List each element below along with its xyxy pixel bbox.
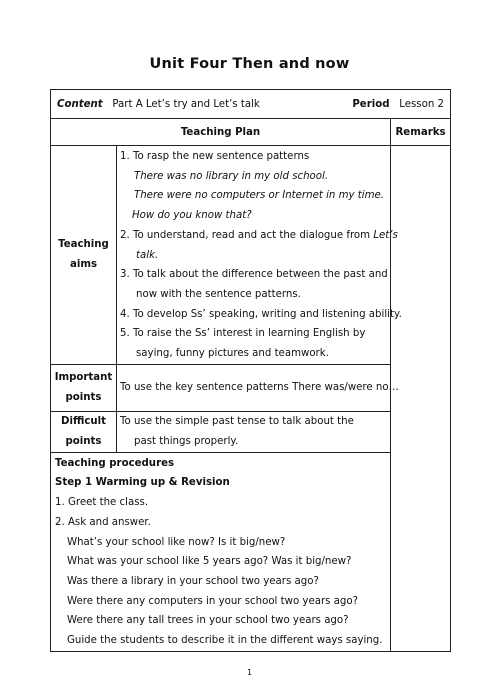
important-points-text: To use the key sentence patterns There was/were no… <box>117 364 391 411</box>
content-row <box>51 90 451 119</box>
difficult-points-line2: past things properly. <box>134 435 239 447</box>
important-points-label-line2: points <box>65 391 102 403</box>
procedure-item: What’s your school like now? Is it big/new? <box>67 536 286 548</box>
aim-line: 1. To rasp the new sentence patterns <box>120 151 310 162</box>
teaching-plan-heading: Teaching Plan <box>51 119 391 146</box>
aim-line-text: 2. To understand, read and act the dialogue from <box>120 229 374 241</box>
procedure-item: Were there any tall trees in your school two years ago? <box>67 615 349 627</box>
aim-line-italic: Let’s <box>373 229 398 241</box>
aim-line: now with the sentence patterns. <box>136 288 301 300</box>
aim-line: 4. To develop Ss’ speaking, writing and listening ability. <box>120 308 402 320</box>
teaching-aims-label-line1: Teaching <box>58 238 109 250</box>
lesson-plan-table <box>50 89 451 652</box>
teaching-aims-content <box>117 146 402 365</box>
page-number: 1 <box>246 668 253 677</box>
teaching-aims-label <box>51 146 117 365</box>
difficult-points-label-line2: points <box>65 435 102 447</box>
procedures-content <box>51 452 391 651</box>
step-heading: Step 1 Warming up & Revision <box>55 477 230 489</box>
aim-line: There were no computers or Internet in my time. <box>134 190 385 202</box>
remarks-cell <box>391 146 451 652</box>
teaching-aims-label-line2: aims <box>69 258 98 270</box>
period-label: Period <box>352 98 390 110</box>
remarks-heading: Remarks <box>391 119 451 146</box>
aim-line: talk. <box>136 249 159 261</box>
teaching-aims-row <box>51 146 451 365</box>
plan-header-row <box>51 119 451 146</box>
important-points-label-line1: Important <box>54 371 113 383</box>
aim-line: saying, funny pictures and teamwork. <box>136 348 329 360</box>
procedure-item: Were there any computers in your school two years ago? <box>67 595 359 607</box>
difficult-points-text <box>117 411 391 452</box>
period-value: Lesson 2 <box>399 98 445 110</box>
procedure-item: 2. Ask and answer. <box>55 516 151 528</box>
procedure-item: Was there a library in your school two years ago? <box>67 575 319 587</box>
procedures-heading: Teaching procedures <box>55 457 175 469</box>
content-label: Content <box>57 98 103 110</box>
aim-line: 5. To raise the Ss’ interest in learning English by <box>120 328 366 340</box>
procedure-item: Guide the students to describe it in the different ways saying. <box>67 635 383 647</box>
procedure-item: What was your school like 5 years ago? Was it big/new? <box>67 556 352 568</box>
aim-line: There was no library in my old school. <box>134 170 329 182</box>
aim-line <box>120 226 398 246</box>
content-value: Part A Let’s try and Let’s talk <box>112 98 260 110</box>
aim-line: 3. To talk about the difference between the past and <box>120 269 388 281</box>
important-points-label <box>51 364 117 411</box>
aim-line: How do you know that? <box>132 210 252 222</box>
page-title: Unit Four Then and now <box>149 56 350 72</box>
procedure-item: 1. Greet the class. <box>55 497 149 509</box>
difficult-points-label-line1: Difficult <box>61 415 106 427</box>
difficult-points-line1: To use the simple past tense to talk about the <box>120 416 354 428</box>
difficult-points-label <box>51 411 117 452</box>
